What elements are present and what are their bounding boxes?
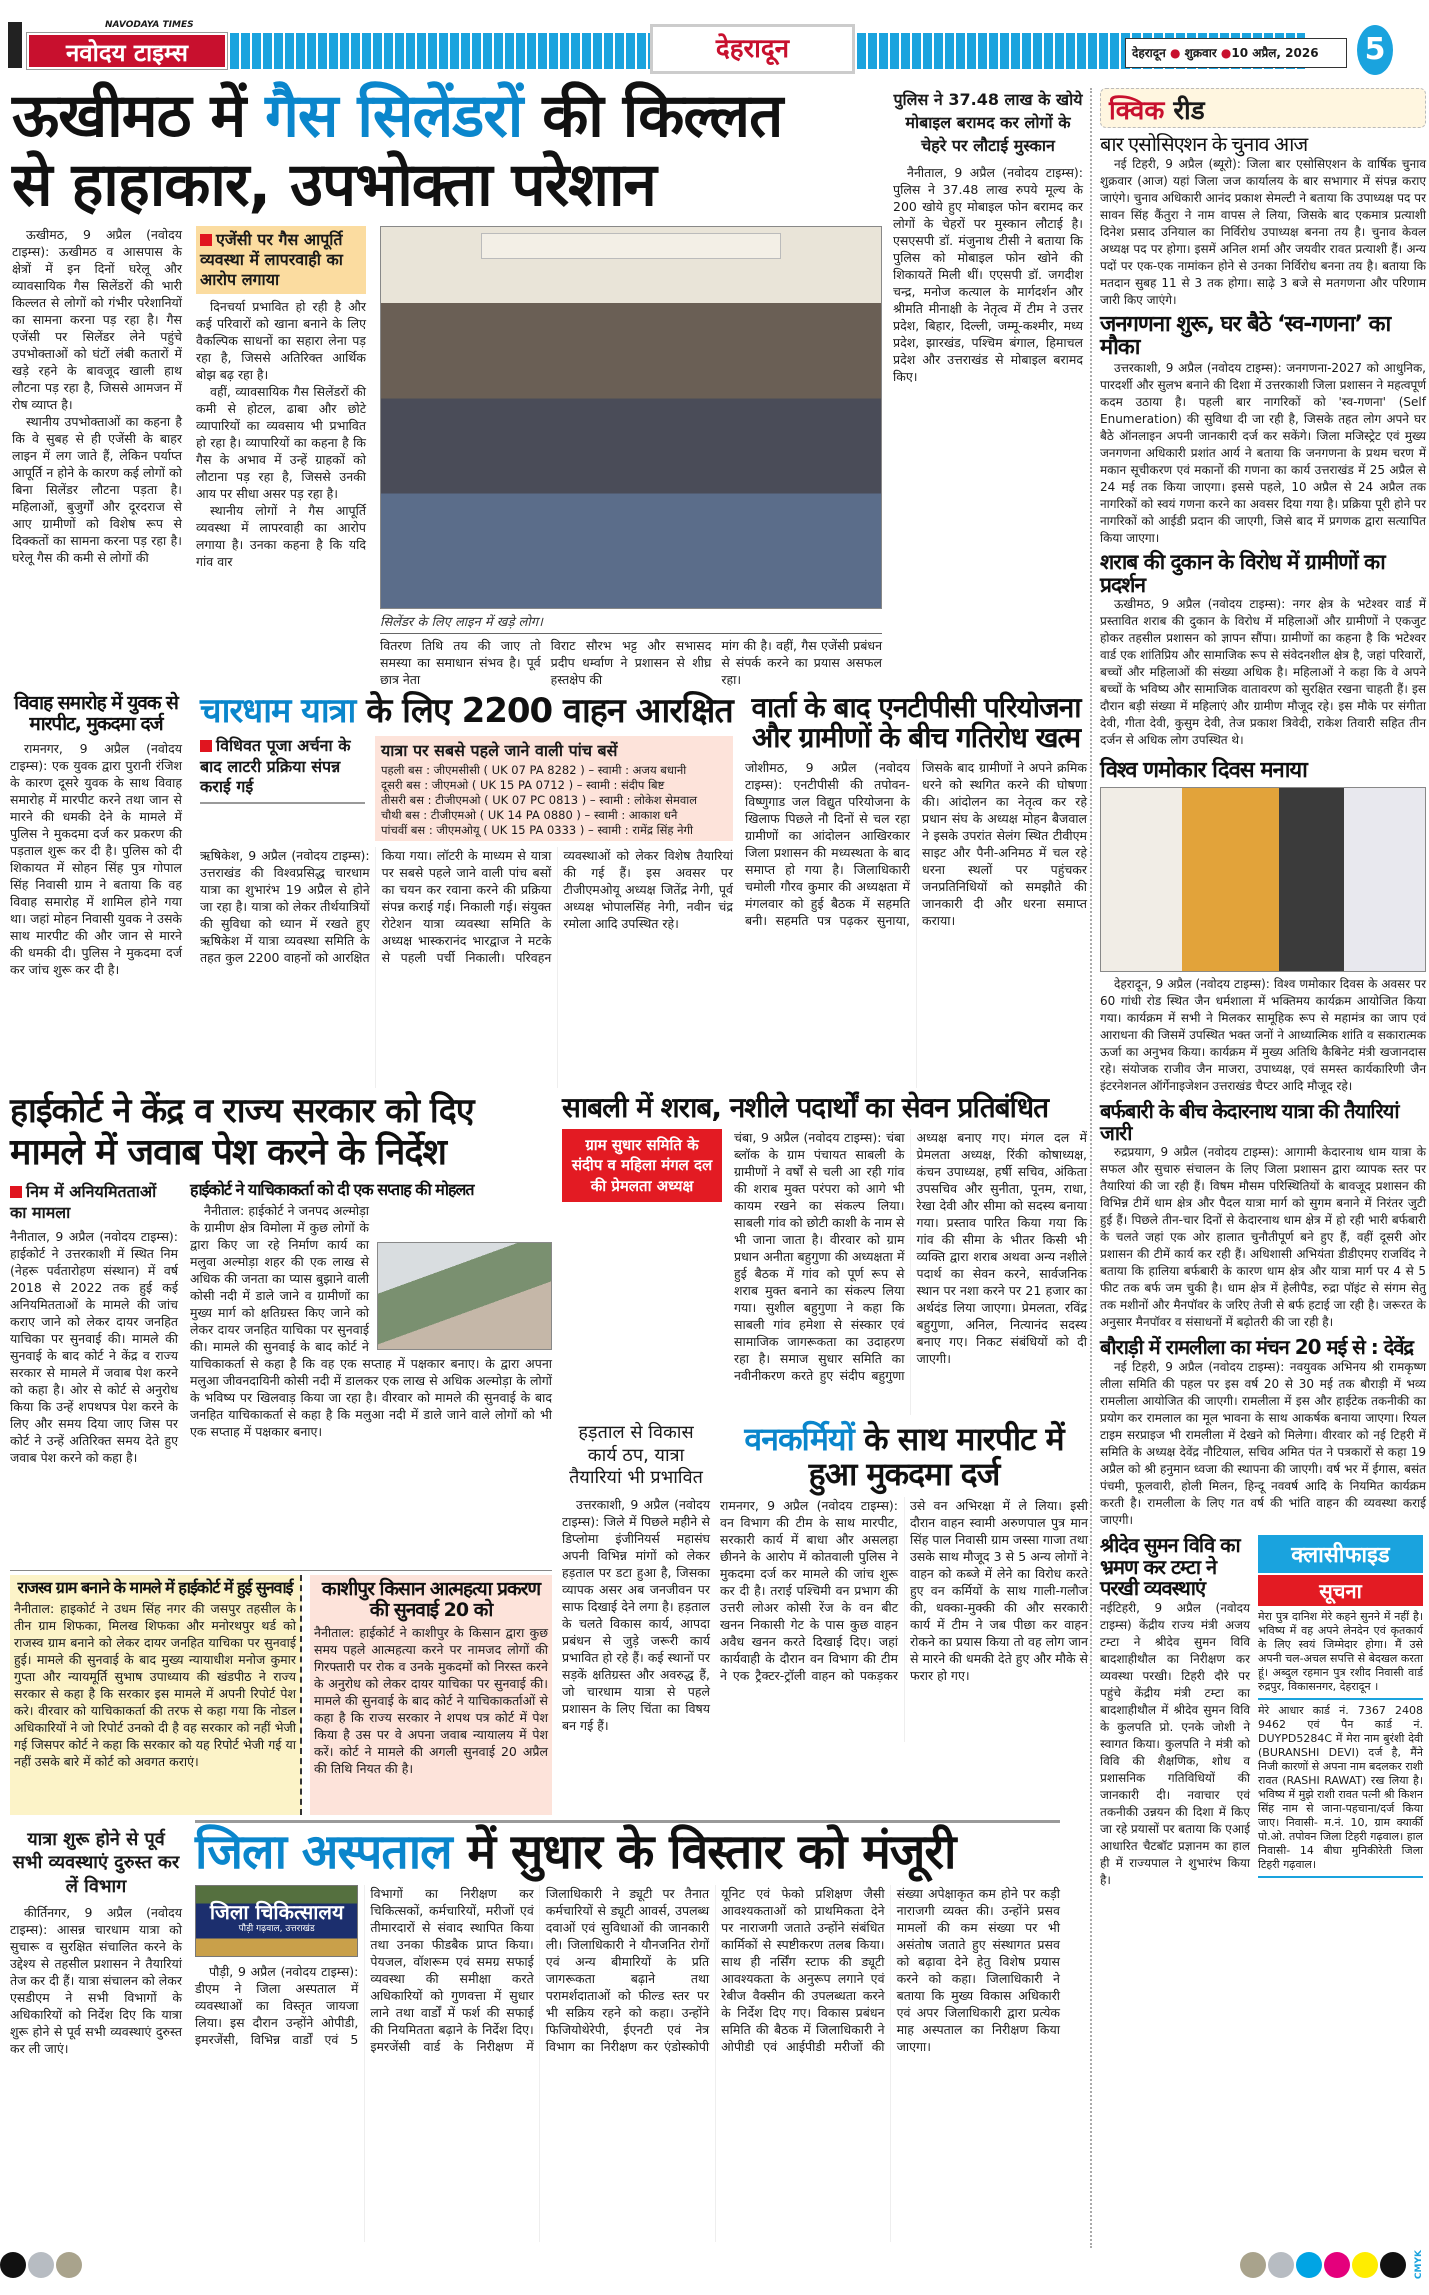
ntpc-body: जोशीमठ, 9 अप्रैल (नवोदय टाइम्स): एनटीपीसी की तपोवन-विष्णुगाड जल विद्युत परियोजना के खिलाफ पिछले नौ दिनों से चल रहा ग्रामीणों का आंदोलन आखिरकार जिला प्रशासन की मध्यस्थता के बाद समाप्त हो गया है। जिलाधिकारी चमोली गौरव कुमार की अध्यक्षता में मंगलवार को हुई बैठक में सहमति बनी। सहमति पत्र पढ़कर सुनाया, जिसके बाद ग्रामीणों ने अपने क्रमिक धरने को स्थगित करने की घोषणा की। आंदोलन का नेतृत्व कर रहे प्रधान संघ के अध्यक्ष मोहन बैजवाल ने इसके उपरांत सेलंग स्थित टीवीएम साइट और पैनी-अनिमठ में चल रहे धरना स्थलों पर पहुंचकर जनप्रतिनिधियों को समझौते की जानकारी दी और धरना समाप्त कराया। bbox=[745, 760, 1087, 929]
strike-story bbox=[562, 1422, 710, 1742]
hospital-headline bbox=[195, 1824, 1060, 1880]
chardham-top-row bbox=[200, 736, 733, 841]
quick-story-headline: विश्व णमोकार दिवस मनाया bbox=[1100, 758, 1307, 784]
sabli-story bbox=[562, 1093, 1087, 1415]
quick-story bbox=[1100, 134, 1426, 309]
lead-subhead-box bbox=[196, 226, 366, 294]
lead-headline-part: ऊखीमठ में bbox=[12, 81, 266, 151]
wedding-headline: विवाह समारोह में युवक से मारपीट, मुकदमा दर्ज bbox=[14, 692, 178, 735]
hc-headline-line2: मामले में जवाब पेश करने के निर्देश bbox=[10, 1131, 446, 1173]
gas-queue-photo bbox=[380, 226, 882, 609]
quick-story-body: रुद्रप्रयाग, 9 अप्रैल (नवोदय टाइम्स): आगामी केदारनाथ धाम यात्रा के सफल और सुचारु संचालन के लिए जिला प्रशासन द्वारा व्यापक स्तर पर तैयारियां की जा रही हैं। विषम मौसम परिस्थितियों के बावजूद प्रशासन की विभिन्न टीमें धाम क्षेत्र और पैदल यात्रा मार्ग को सुगम बनाने में निरंतर जुटी हुई हैं। पिछले तीन-चार दिनों से केदारनाथ धाम क्षेत्र में हो रही भारी बर्फबारी के चलते जहां एक ओर हालात चुनौतीपूर्ण बने हुए हैं, वहीं दूसरी ओर प्रशासन की टीमें कार्य कर रही हैं। अधिशासी अभियंता डीडीएमए राजविंद ने बताया कि हालिया बर्फबारी के कारण धाम क्षेत्र और यात्रा मार्ग पर 4 से 5 फीट तक बर्फ जम चुकी है। धाम क्षेत्र में हेलीपैड, रुद्रा पॉइंट से संगम सेतु तक मशीनों और मैनपॉवर के जरिए तेजी से बर्फ हटाई जा रही है। जरूरत के अनुसार मैनपॉवर व संसाधनों में बढ़ोतरी की जा रही है। bbox=[1100, 1145, 1426, 1330]
yatra-body: कीर्तिनगर, 9 अप्रैल (नवोदय टाइम्स): आसन्न चारधाम यात्रा को सुचारू व सुरक्षित संचालित करने के उद्देश्य से तहसील प्रशासन ने तैयारियां तेज कर दी हैं। यात्रा संचालन को लेकर एसडीएम ने सभी विभागों के अधिकारियों को निर्देश दिए कि यात्रा शुरू होने से पूर्व सभी व्यवस्थाएं दुरुस्त कर ली जाएं। bbox=[10, 1905, 182, 2057]
dateline-city: देहरादून bbox=[1132, 46, 1166, 60]
corner-mark bbox=[8, 22, 22, 68]
chardham-story bbox=[200, 693, 733, 1088]
quick-story bbox=[1100, 1337, 1426, 1529]
quick-read-title: रीड bbox=[1164, 96, 1205, 126]
high-court-photo bbox=[377, 1242, 552, 1350]
lead-photo-col bbox=[380, 226, 882, 688]
forest-headline bbox=[720, 1422, 1088, 1491]
chardham-headline bbox=[200, 693, 733, 730]
section-rule bbox=[195, 1820, 1060, 1823]
bus-list-item: चौथी बस : टीजीएमओ ( UK 14 PA 0880 ) – स्वामी : आकाश धनै bbox=[381, 807, 678, 822]
quick-read-title-accent: क्विक bbox=[1109, 96, 1165, 126]
quick-read-banner bbox=[1100, 88, 1426, 128]
sabli-headline: साबली में शराब, नशीले पदार्थों का सेवन प्रतिबंधित bbox=[562, 1091, 1049, 1124]
masthead-english-name: NAVODAYA TIMES bbox=[105, 20, 194, 30]
bullet-square-icon bbox=[10, 1186, 22, 1198]
quick-story-headline: जनगणना शुरू, घर बैठे ‘स्व-गणना’ का मौका bbox=[1100, 311, 1391, 361]
lead-paragraph: विराट सौरभ भट्ट और सभासद प्रदीप धर्म्वाण ने प्रशासन से शीघ्र हस्तक्षेप की bbox=[550, 638, 712, 687]
quick-story-body: ऊखीमठ, 9 अप्रैल (नवोदय टाइम्स): नगर क्षेत्र के भटेश्वर वार्ड में प्रस्तावित शराब की दुकान के विरोध में महिलाओं और ग्रामीणों ने एकजुट होकर तहसील प्रशासन को ज्ञापन सौंपा। ग्रामीणों का कहना है कि भटेश्वर वार्ड एक शांतिप्रिय और सामाजिक रूप से संवेदनशील क्षेत्र है, जहां परिवारों, बच्चों और महिलाओं की संख्या अधिक है। महिलाओं ने कहा कि वे अपने बच्चों के भविष्य और सामाजिक वातावरण को सुरक्षित रखना चाहती हैं। इस दौरान बड़ी संख्या में महिलाएं और ग्रामीण मौजूद रहे। इस मौके पर संगीता देवी, गीता देवी, कुसुम देवी, तेज प्रकाश त्रिवेदी, राकेश तिवारी सहित तीन दर्जन से अधिक लोग उपस्थित थे। bbox=[1100, 597, 1426, 748]
masthead bbox=[0, 0, 1429, 80]
dateline-day: शुक्रवार bbox=[1184, 46, 1217, 60]
bus-list bbox=[381, 763, 727, 838]
sabli-highlight-box: ग्राम सुधार समिति के संदीप व महिला मंगल दल की प्रेमलता अध्यक्ष bbox=[562, 1129, 722, 1202]
lead-paragraph: वितरण तिथि तय की जाए तो समस्या का समाधान संभव है। पूर्व छात्र नेता bbox=[380, 638, 541, 687]
strike-body: उत्तरकाशी, 9 अप्रैल (नवोदय टाइम्स): जिले में पिछले महीने से डिप्लोमा इंजीनियर्स महासंघ अपनी विभिन्न मांगों को लेकर हड़ताल पर डटा हुआ है, जिसका व्यापक असर अब जनजीवन पर साफ दिखाई देने लगा है। हड़ताल के चलते विकास कार्य, आपदा प्रबंधन से जुड़े जरूरी कार्य प्रभावित हो रहे हैं। कई स्थानों पर सड़कें क्षतिग्रस्त और अवरुद्ध हैं, जो चारधाम यात्रा से पहले प्रशासन के लिए चिंता का विषय बन गई हैं। bbox=[562, 1496, 710, 1733]
lead-headline-line1 bbox=[12, 81, 882, 151]
logo: नवोदय टाइम्स bbox=[27, 33, 227, 69]
hc-nim-col bbox=[10, 1181, 178, 1564]
quick-story-body: देहरादून, 9 अप्रैल (नवोदय टाइम्स): विश्व णमोकार दिवस के अवसर पर 60 गांधी रोड स्थित जैन धर्मशाला में भक्तिमय कार्यक्रम आयोजित किया गया। कार्यक्रम में सभी ने मिलकर सामूहिक रूप से महामंत्र का जाप एवं आराधना की जिसमें उपस्थित भक्त जनों ने आध्यात्मिक शांति व सकारात्मक ऊर्जा का अनुभव किया। कार्यक्रम में मुख्य अतिथि कैबिनेट मंत्री खजानदास रहे। संयोजक राजीव जैन माजरा, उपाध्यक्ष, एवं समस्त कार्यकारिणी जैन इंटरनेशनल ऑर्गेनाइजेशन उत्तराखंड चैप्टर आदि मौजूद रहे। bbox=[1100, 977, 1426, 1094]
forest-story bbox=[720, 1422, 1088, 1742]
sabli-content-row bbox=[562, 1129, 1087, 1415]
lead-body-tail bbox=[380, 637, 882, 688]
quick-story bbox=[1100, 313, 1426, 548]
hospital-photo bbox=[195, 1885, 358, 1957]
lead-paragraph: मांग की है। वहीं, गैस एजेंसी प्रबंधन से संपर्क करने का प्रयास असफल रहा। bbox=[721, 638, 883, 687]
revenue-village-body: नैनीताल: हाइकोर्ट ने उधम सिंह नगर की जसपुर तहसील के तीन ग्राम शिफका, मिलख शिफका और मनोरथपुर थर्ड को राजस्व ग्राम बनाने को लेकर दायर जनहित याचिका पर सुनवाई हुई। मामले की सुनवाई के बाद मुख्य न्यायाधीश मनोज कुमार गुप्ता और न्यायमूर्ति सुभाष उपाध्याय की खंडपीठ ने राज्य सरकार से कहा है कि सरकार इस मामले में अपनी रिपोर्ट पेश करे। वीरवार को याचिकाकर्ता की तरफ से कहा गया कि नोडल अधिकारियों ने जो रिपोर्ट उनको दी है वह सरकार को नहीं भेजी गई जिसपर कोर्ट ने कहा कि सरकार को यह रिपोर्ट भेजी गई या नहीं उसके बारे में कोर्ट को अवगत कराएं। bbox=[14, 1601, 296, 1770]
classified-section bbox=[1258, 1535, 1423, 1878]
agency-signboard bbox=[481, 233, 781, 259]
cmyk-mark: CMYK bbox=[1414, 2250, 1424, 2280]
wedding-body: रामनगर, 9 अप्रैल (नवोदय टाइम्स): एक युवक द्वारा पुरानी रंजिश के कारण दूसरे युवक के साथ विवाह समारोह में मारपीट करने तथा जान से मारने की धमकी देने के मामले में पुलिस ने मुकदमा दर्ज कर प्रकरण की पड़ताल शुरू कर दी है। पुलिस को दी शिकायत में सोहन सिंह पुत्र गोपाल सिंह निवासी ग्राम ने बताया कि वह विवाह समारोह में शामिल होने गया था। जहां मोहन निवासी युवक ने उसके साथ मारपीट की और जान से मारने की धमकी दी। पुलिस ने मुकदमा दर्ज कर जांच शुरू कर दी है। bbox=[10, 741, 182, 978]
quick-story bbox=[1100, 1532, 1251, 1887]
lead-story bbox=[12, 81, 883, 688]
bus-list-box bbox=[375, 736, 733, 841]
quick-story-body: उत्तरकाशी, 9 अप्रैल (नवोदय टाइम्स): जनगणना-2027 को आधुनिक, पारदर्शी और सुलभ बनाने की दिशा में उत्तरकाशी जिला प्रशासन ने महत्वपूर्ण कदम उठाया है। पहली बार नागरिकों को 'स्व-गणना' (Self Enumeration) की सुविधा दी जा रही है, जिसके तहत लोग अपने घर बैठे ऑनलाइन अपनी जानकारी दर्ज कर सकेंगे। जिला मजिस्ट्रेट एवं मुख्य जनगणना अधिकारी प्रशांत आर्य ने बताया कि जनगणना के प्रथम चरण में मकान सूचीकरण एवं मकानों की गणना का कार्य उत्तराखंड में 25 अप्रैल से 24 मई तक किया जाएगा। इससे पहले, 10 अप्रैल से 24 अप्रैल तक नागरिकों को स्वयं गणना करने का अवसर दिया गया है। प्रक्रिया पूरी होने पर नागरिकों को आईडी प्रदान की जाएगी, जिसे बाद में प्रगणक द्वारा सत्यापित किया जाएगा। bbox=[1100, 361, 1426, 546]
hospital-sign-subtext: पौड़ी गढ़वाल, उत्तराखंड bbox=[238, 1923, 315, 1934]
hc-kosi-col bbox=[190, 1181, 552, 1564]
strike-headline: हड़ताल से विकास कार्य ठप, यात्रा तैयारियां भी प्रभावित bbox=[569, 1422, 703, 1488]
quick-story-headline: श्रीदेव सुमन विवि का भ्रमण कर टम्टा ने परखी व्यवस्थाएं bbox=[1100, 1532, 1240, 1601]
classified-subtitle: सूचना bbox=[1258, 1575, 1423, 1606]
classified-ad: मेरे आधार कार्ड नं. 7367 2408 9462 एवं पैन कार्ड नं. DUYPD5284C में मेरा नाम बुरंशी देवी (BURANSHI DEVI) दर्ज है, मैंने निजी कारणों से अपना नाम बदलकर राशी रावत (RASHI RAWAT) रख लिया है। भविष्य में मुझे राशी रावत पत्नी श्री किशन सिंह नाम से जाना-पहचाना/दर्ज किया जाए। निवासी- म.नं. 10, ग्राम क्यार्की पो.ओ. तपोवन जिला टिहरी गढ़वाल। हाल निवासी- 14 बीघा मुनिकीरेती जिला टिहरी गढ़वाल। bbox=[1258, 1704, 1423, 1878]
quick-story bbox=[1100, 551, 1426, 749]
page-number: 5 bbox=[1357, 25, 1393, 75]
lead-paragraph: ऊखीमठ, 9 अप्रैल (नवोदय टाइम्स): ऊखीमठ व आसपास के क्षेत्रों में इन दिनों घरेलू और व्यावसायिक गैस सिलेंडरों की भारी किल्लत से लोगों को गंभीर परेशानियों का सामना करना पड़ रहा है। गैस एजेंसी पर सिलेंडर लेने पहुंचे उपभोक्ताओं को घंटों लंबी कतारों में खड़े रहने के बावजूद खाली हाथ लौटना पड़ रहा है, जिससे आमजन में रोष व्याप्त है। bbox=[12, 226, 182, 412]
quick-story bbox=[1100, 1101, 1426, 1331]
bus-list-item: पहली बस : जीएमसीसी ( UK 07 PA 8282 ) – स्वामी : अजय बधानी bbox=[381, 762, 687, 777]
lead-body-col2 bbox=[196, 298, 366, 688]
sabli-body: चंबा, 9 अप्रैल (नवोदय टाइम्स): चंबा ब्लॉक के ग्राम पंचायत साबली के ग्रामीणों ने वर्षों से चली आ रही गांव की शराब मुक्त परंपरा को आगे भी कायम रखने का संकल्प लिया। साबली गांव को छोटी काशी के नाम से भी जाना जाता है। वीरवार को ग्राम प्रधान अनीता बहुगुणा की अध्यक्षता में हुई बैठक में गांव को पूर्ण रूप से शराब मुक्त बनाने का संकल्प लिया गया। सुशील बहुगुणा ने कहा कि साबली गांव हमेशा से संस्कार एवं सामाजिक जागरूकता का उदाहरण रहा है। समाज सुधार समिति का नवीनीकरण करते हुए संदीप बहुगुणा अध्यक्ष बनाए गए। मंगल दल में प्रेमलता अध्यक्ष, रिंकी कोषाध्यक्ष, कंचन उपाध्यक्ष, हर्षी सचिव, अंकिता उपसचिव और सुनीता, पूनम, राधा, रेखा देवी और सीमा को सदस्य बनाया गया। प्रस्ताव पारित किया गया कि गांव की सीमा के भीतर किसी भी व्यक्ति द्वारा शराब अथवा अन्य नशीले पदार्थ का सेवन करने, सार्वजनिक स्थान पर नशा करने पर 21 हजार का अर्थदंड लिया जाएगा। प्रेमलता, रविंद्र बहुगुणा, अनिल, नित्यानंद सदस्य बनाए गए। निकट संबंधियों को दी जाएगी। bbox=[734, 1130, 1087, 1384]
city-name: देहरादून bbox=[715, 34, 790, 64]
forest-body: रामनगर, 9 अप्रैल (नवोदय टाइम्स): वन विभाग की टीम के साथ मारपीट, सरकारी कार्य में बाधा और असलहा छीनने के आरोप में कोतवाली पुलिस ने मुकदमा दर्ज कर मामले की जांच शुरू कर दी है। तराई पश्चिमी वन प्रभाग की उत्तरी लोअर कोसी रेंज के वन बीट खनन निकासी गेट के पास कुछ वाहन अवैध खनन करते दिखाई दिए। जहां कार्यवाही के दौरान वन विभाग की टीम ने एक ट्रैक्टर-ट्रॉली वाहन को पकड़कर उसे वन अभिरक्षा में ले लिया। इसी दौरान वाहन स्वामी अरुणपाल पुत्र मान सिंह पाल निवासी ग्राम जस्सा गाजा तथा उसके साथ मौजूद 3 से 5 अन्य लोगों ने वाहन को कब्जे में लेने का विरोध करते हुए वन कर्मियों के साथ गाली-गलौज की, धक्का-मुक्की की और सरकारी कार्य में टीम ने जब पीछा कर वाहन रोकने का प्रयास किया तो वह लोग जान से मारने की धमकी देते हुए और मौके से फरार हो गए। bbox=[720, 1498, 1088, 1684]
hospital-story bbox=[195, 1824, 1060, 2242]
chardham-subhead bbox=[200, 736, 365, 804]
hc-subhead-nim bbox=[10, 1181, 178, 1224]
revenue-village-box bbox=[10, 1575, 302, 1815]
chardham-body: ऋषिकेश, 9 अप्रैल (नवोदय टाइम्स): उत्तराखंड की विश्वप्रसिद्ध चारधाम यात्रा का शुभारंभ 19 अप्रैल से होने जा रहा है। यात्रा को लेकर तीर्थयात्रियों की सुविधा को ध्यान में रखते हुए ऋषिकेश में यात्रा व्यवस्था समिति के तहत कुल 2200 वाहनों को आरक्षित किया गया। लॉटरी के माध्यम से यात्रा पर सबसे पहले जाने वाली पांच बसों का चयन कर रवाना करने की प्रक्रिया संपन्न कराई गई। निकाली गई। संयुक्त रोटेशन यात्रा व्यवस्था समिति के अध्यक्ष भास्करानंद भारद्वाज ने मटके से पहली पर्ची निकाली। परिवहन व्यवस्थाओं को लेकर विशेष तैयारियां की गई हैं। इस अवसर पर टीजीएमओयू अध्यक्ष जितेंद्र नेगी, पूर्व अध्यक्ष भोपालसिंह नेगी, नवीन चंद्र रमोला आदि उपस्थित रहे। bbox=[200, 847, 733, 965]
hospital-sign-text: जिला चिकित्सालय bbox=[209, 1899, 344, 1924]
kashipur-box bbox=[310, 1575, 552, 1815]
hc-boxes-row bbox=[10, 1570, 552, 1815]
lead-paragraph: दिनचर्या प्रभावित हो रही है और कई परिवारों को खाना बनाने के लिए वैकल्पिक साधनों का सहारा लेना पड़ रहा है, जिससे अतिरिक्त आर्थिक बोझ बढ़ रहा है। bbox=[196, 298, 366, 382]
quick-story-headline: बार एसोसिएशन के चुनाव आज bbox=[1100, 132, 1308, 156]
bullet-square-icon bbox=[200, 234, 212, 246]
quick-story-body: नईटिहरी, 9 अप्रैल (नवोदय टाइम्स) केंद्रीय राज्य मंत्री अजय टम्टा ने श्रीदेव सुमन विवि बादशाहीथौल का निरीक्षण कर व्यवस्था परखी। टिहरी दौरे पर पहुंचे केंद्रीय मंत्री टम्टा का बादशाहीथौल में श्रीदेव सुमन विवि के कुलपति प्रो. एनके जोशी ने स्वागत किया। कुलपति ने मंत्री को विवि की शैक्षणिक, शोध व प्रशासनिक गतिविधियों की जानकारी दी। नवाचार एवं तकनीकी उन्नयन की दिशा में किए जा रहे प्रयासों पर बताया कि एआई आधारित चैटबॉट प्रज्ञानम का हाल ही में राज्यपाल ने शुभारंभ किया है। bbox=[1100, 1600, 1251, 1887]
namokar-event-photo bbox=[1100, 787, 1426, 972]
classified-ad: मेरा पुत्र दानिश मेरे कहने सुनने में नहीं है। भविष्य में वह अपने लेनदेन एवं कृतकार्य के लिए स्वयं जिम्मेदार होगा। मैं उसे अपनी चल-अचल सपत्ति से बेदखल करता हूं। अब्दुल रहमान पुत्र रशीद निवासी वार्ड रुद्रपुर, विकासनगर, देहरादून । bbox=[1258, 1610, 1423, 1700]
lead-headline-part: की किल्लत bbox=[522, 81, 783, 151]
hc-nim-body: नैनीताल, 9 अप्रैल (नवोदय टाइम्स): हाईकोर्ट ने उत्तरकाशी में स्थित निम (नेहरू पर्वतारोहण संस्थान) में वर्ष 2018 से 2022 तक हुई कई अनियमितताओं के मामले की जांच कराए जाने को लेकर दायर जनहित याचिका पर सुनवाई की। मामले की सुनवाई के बाद कोर्ट ने केंद्र व राज्य सरकार से मामले में जवाब पेश करने को कहा है। ओर से कोर्ट से अनुरोध किया कि उन्हें शपथपत्र पेश करने के लिए और समय दिया जाए जिस पर कोर्ट ने उन्हें अतिरिक्त समय देते हुए जवाब पेश करने को कहा है। bbox=[10, 1228, 178, 1465]
forest-headline-highlight: वनकर्मियों bbox=[744, 1420, 854, 1458]
quick-story-body: नई टिहरी, 9 अप्रैल (नवोदय टाइम्स): नवयुवक अभिनय श्री रामकृष्ण लीला समिति की पहल पर इस वर्ष 20 से 30 मई तक बौराड़ी में भव्य रामलीला आयोजित की जाएगी। रामलीला में इस और हाईटेक तकनीकी का प्रयोग कर रामलाल का मूल भावना के साथ आकर्षक बनाया जाएगा। रियल टाइम सरप्राइज भी रामलीला में देखने को मिलेगा। वीरवार को नई टिहरी में समिति के अध्यक्ष देवेंद्र नौटियाल, सचिव अमित पंत ने पत्रकारों से कहा 19 अप्रैल को श्री हनुमान ध्वजा की स्थापना की जाएगी। वर्ष भर में ईगास, बसंत पंचमी, फूलवारी, होली मिलन, हिन्दू नववर्ष आदि के नियमित कार्यक्रम करती है। रामलीला के लिए गत वर्ष की भांति वाहन की व्यवस्था कराई जाएगी। bbox=[1100, 1359, 1426, 1527]
lead-subhead: एजेंसी पर गैस आपूर्ति व्यवस्था में लापरवाही का आरोप लगाया bbox=[200, 229, 343, 289]
revenue-village-headline: राजस्व ग्राम बनाने के मामले में हाईकोर्ट में हुई सुनवाई bbox=[17, 1578, 293, 1597]
lead-col2 bbox=[196, 226, 366, 688]
city-callout bbox=[650, 24, 855, 74]
yatra-story bbox=[10, 1828, 182, 2240]
registration-marks bbox=[0, 2252, 1429, 2292]
lead-headline-highlight: गैस सिलेंडरों bbox=[265, 81, 523, 151]
quick-story-headline: बौराड़ी में रामलीला का मंचन 20 मई से : देवेंद्र bbox=[1100, 1335, 1414, 1360]
wedding-story bbox=[10, 693, 182, 1088]
quick-story-headline: बर्फबारी के बीच केदारनाथ यात्रा की तैयारियां जारी bbox=[1100, 1099, 1399, 1145]
hospital-headline-rest: में सुधार के विस्तार को मंजूरी bbox=[451, 1824, 956, 1880]
ntpc-story bbox=[745, 693, 1087, 1088]
dateline-date: 10 अप्रैल, 2026 bbox=[1231, 46, 1319, 60]
quick-story bbox=[1100, 759, 1426, 1095]
chardham-headline-rest: के लिए 2200 वाहन आरक्षित bbox=[355, 691, 733, 731]
mobile-body: नैनीताल, 9 अप्रैल (नवोदय टाइम्स): पुलिस ने 37.48 लाख रुपये मूल्य के 200 खोये हुए मोबाइल फोन बरामद कर लोगों के चेहरों पर मुस्कान लौटाई है। एसएसपी डॉ. मंजुनाथ टीसी ने बताया कि पुलिस को मोबाइल फोन खोने की शिकायतें मिली थीं। एएसपी डॉ. जगदीश चन्द्र, मनोज कत्याल के मार्गदर्शन और श्रीमति मीनाक्षी के नेतृत्व में टीम ने उत्तर प्रदेश, बिहार, दिल्ली, जम्मू-कश्मीर, मध्य प्रदेश, झारखंड, पश्चिम बंगाल, हिमाचल प्रदेश और उत्तराखंड से मोबाइल बरामद किए। bbox=[893, 164, 1083, 384]
hc-story bbox=[10, 1093, 552, 1815]
bus-list-item: तीसरी बस : टीजीएमओ ( UK 07 PC 0813 ) – स्वामी : लोकेश सेमवाल bbox=[381, 792, 698, 807]
ntpc-headline: वार्ता के बाद एनटीपीसी परियोजना और ग्रामीणों के बीच गतिरोध खत्म bbox=[751, 691, 1081, 755]
quick-story-body: नई टिहरी, 9 अप्रैल (ब्यूरो): जिला बार एसोसिएशन के वार्षिक चुनाव शुक्रवार (आज) यहां जिला जज कार्यालय के बार सभागार में संपन्न कराए जाएंगे। चुनाव अधिकारी आनंद प्रकाश सेमल्टी ने बताया कि उपाध्यक्ष पद पर सावन सिंह कैंतुरा ने नाम वापस ले लिया, जिसके बाद एकमात्र प्रत्याशी दिनेश प्रसाद उनियाल का निर्विरोध उपाध्यक्ष बनना तय है। चुनाव केवल अध्यक्ष पद पर होगा। इसमें अनिल शर्मा और जयवीर रावत प्रत्याशी हैं। अन्य पदों पर एक-एक नामांकन होने से उनका निर्विरोध बनना तय है। बताया कि मतदान सुबह 11 से 3 तक होगा। साढ़े 3 बजे से मतगणना और परिणाम जारी किए जाएंगे। bbox=[1100, 156, 1426, 307]
lead-body-col1 bbox=[12, 226, 182, 688]
bullet-square-icon bbox=[200, 740, 212, 752]
lead-paragraph: वहीं, व्यावसायिक गैस सिलेंडरों की कमी से होटल, ढाबा और छोटे व्यापारियों का व्यवसाय भी प्रभावित हो रहा है। व्यापारियों का कहना है कि गैस के अभाव में उन्हें ग्राहकों को लौटाना पड़ रहा है, जिससे उनकी आय पर सीधा असर पड़ रहा है। bbox=[196, 383, 366, 501]
chardham-headline-highlight: चारधाम यात्रा bbox=[200, 691, 356, 731]
quick-read-column bbox=[1090, 88, 1426, 2248]
hospital-headline-highlight: जिला अस्पताल bbox=[195, 1824, 452, 1880]
hospital-body: पौड़ी, 9 अप्रैल (नवोदय टाइम्स): डीएम ने जिला अस्पताल में व्यवस्थाओं का विस्तृत जायजा लिया। इस दौरान उन्होंने ओपीडी, इमरजेंसी, विभिन्न वार्डों एवं 5 विभागों का निरीक्षण कर चिकित्सकों, कर्मचारियों, मरीजों एवं तीमारदारों से संवाद स्थापित किया तथा उनका फीडबैक प्राप्त किया। पेयजल, वॉशरूम एवं समग्र सफाई व्यवस्था की समीक्षा करते अधिकारियों को गुणवत्ता में सुधार लाने तथा वार्डों में फर्श की सफाई की नियमितता बढ़ाने के निर्देश दिए। इमरजेंसी वार्ड के निरीक्षण में जिलाधिकारी ने ड्यूटी पर तैनात कर्मचारियों से ड्यूटी आवर्स, उपलब्ध दवाओं एवं सुविधाओं की जानकारी ली। जिलाधिकारी ने यौनजनित रोगों एवं अन्य बीमारियों के प्रति जागरूकता बढ़ाने तथा परामर्शदाताओं को फील्ड स्तर पर भी सक्रिय रहने को कहा। उन्होंने फिजियोथेरेपी, ईएनटी एवं नेत्र विभाग का निरीक्षण कर एंडोस्कोपी यूनिट एवं फेको प्रशिक्षण जैसी आवश्यकताओं को प्राथमिकता देने पर नाराजगी जताते उन्होंने संबंधित कार्मिकों से स्पष्टीकरण तलब किया। साथ ही नर्सिंग स्टाफ की ड्यूटी आवश्यकता के अनुरूप लगाने एवं रेबीज वैक्सीन की उपलब्धता करने के निर्देश दिए गए। विकास प्रबंधन समिति की बैठक में जिलाधिकारी ने ओपीडी एवं आईपीडी मरीजों की संख्या अपेक्षाकृत कम होने पर कड़ी नाराजगी व्यक्त की। उन्होंने प्रसव मामलों की कम संख्या पर भी असंतोष जताते हुए संस्थागत प्रसव को बढ़ावा देने हेतु विशेष प्रयास करने को कहा। जिलाधिकारी ने बताया कि मुख्य विकास अधिकारी एवं अपर जिलाधिकारी द्वारा प्रत्येक माह अस्पताल का निरीक्षण किया जाएगा। bbox=[195, 1885, 1060, 2054]
hospital-body-wrap bbox=[195, 1885, 1060, 2242]
mobile-headline: पुलिस ने 37.48 लाख के खोये मोबाइल बरामद कर लोगों के चेहरे पर लौटाई मुस्कान bbox=[893, 90, 1083, 156]
date-box: देहरादून ● शुक्रवार ●10 अप्रैल, 2026 bbox=[1125, 38, 1347, 68]
lead-headline-line2: से हाहाकार, उपभोक्ता परेशान bbox=[12, 149, 656, 220]
lead-paragraph: स्थानीय लोगों ने गैस आपूर्ति व्यवस्था में लापरवाही का आरोप लगाया है। उनका कहना है कि यदि गांव वार bbox=[196, 502, 366, 569]
bus-list-item: पांचवीं बस : जीएमओयू ( UK 15 PA 0333 ) – स्वामी : रामेंद्र सिंह नेगी bbox=[381, 822, 693, 837]
chardham-subhead-text: विधिवत पूजा अर्चना के बाद लाटरी प्रक्रिया संपन्न कराई गई bbox=[200, 735, 351, 797]
photo-caption: सिलेंडर के लिए लाइन में खड़े लोग। bbox=[380, 612, 882, 634]
hc-subhead-kosi: हाईकोर्ट ने याचिकाकर्ता को दी एक सप्ताह की मोहलत bbox=[190, 1179, 474, 1199]
hc-kosi-body: नैनीताल: हाईकोर्ट ने जनपद अल्मोड़ा के ग्रामीण क्षेत्र विमोला में कुछ लोगों के द्वारा किए जा रहे निर्माण कार्य का मलुवा अल्मोड़ा शहर की एक लाख से अधिक की जनता का प्यास बुझाने वाली कोसी नदी में डाले जाने व ग्रामीणों का मुख्य मार्ग को क्षतिग्रस्त किए जाने को लेकर दायर जनहित याचिका पर सुनवाई की। मामले की सुनवाई के बाद कोर्ट ने याचिकाकर्ता से कहा है कि वह एक सप्ताह में पक्षकार बनाए। के द्वारा अपना मलुआ जीवनदायिनी कोसी नदी में डालकर एक लाख से अधिक अल्मोड़ा के लोगों के भविष्य पर खिलवाड़ किया जा रहा है। वीरवार को मामले की सुनवाई के बाद जनहित याचिकाकर्ता से कहा है कि मलुआ नदी में डाले जाने वाले लोगों को भी एक सप्ताह में पक्षकार बनाए। bbox=[190, 1202, 552, 1439]
mobile-story bbox=[893, 88, 1083, 686]
bottom-right-block bbox=[1100, 1532, 1426, 1887]
lead-content-row bbox=[12, 226, 882, 688]
bus-list-item: दूसरी बस : जीएमओ ( UK 15 PA 0712 ) – स्वामी : संदीप बिष्ट bbox=[381, 777, 665, 792]
hc-kosi-body-wrap bbox=[190, 1202, 552, 1564]
kashipur-headline: काशीपुर किसान आत्महत्या प्रकरण की सुनवाई 20 को bbox=[321, 1578, 541, 1621]
classified-title: क्लासीफाइड bbox=[1258, 1535, 1423, 1573]
kashipur-body: नैनीताल: हाईकोर्ट ने काशीपुर के किसान द्वारा कुछ समय पहले आत्महत्या करने पर नामजद लोगों की गिरफ्तारी पर रोक व उनके मुकदमों को निरस्त करने के अनुरोध को लेकर दायर याचिका पर सुनवाई की। मामले की सुनवाई के बाद कोर्ट ने याचिकाकर्ताओं से कहा है कि राज्य सरकार ने शपथ पत्र कोर्ट में पेश किया है उस पर वे अपना जवाब न्यायालय में पेश करें। कोर्ट ने मामले की अगली सुनवाई 20 अप्रैल की तिथि नियत की है। bbox=[314, 1625, 548, 1777]
bus-list-title: यात्रा पर सबसे पहले जाने वाली पांच बसें bbox=[381, 740, 618, 760]
hc-subhead-nim-text: निम में अनियमितताओं का मामला bbox=[10, 1181, 157, 1223]
forest-headline-rest: के साथ मारपीट में हुआ मुकदमा दर्ज bbox=[808, 1420, 1064, 1493]
quick-story-headline: शराब की दुकान के विरोध में ग्रामीणों का प्रदर्शन bbox=[1100, 550, 1385, 597]
lead-paragraph: स्थानीय उपभोक्ताओं का कहना है कि वे सुबह से ही एजेंसी के बाहर लाइन में लग जाते हैं, लेकिन पर्याप्त आपूर्ति न होने के कारण कई लोगों को बिना सिलेंडर लौटना पड़ता है। महिलाओं, बुजुर्गों और दूरदराज से आए ग्रामीणों को विशेष रूप से दिक्कतों का सामना करना पड़ रहा है। घरेलू गैस की कमी से लोगों की bbox=[12, 413, 182, 565]
hc-content-row bbox=[10, 1181, 552, 1564]
hc-headline-line1: हाईकोर्ट ने केंद्र व राज्य सरकार को दिए bbox=[10, 1091, 474, 1131]
yatra-headline: यात्रा शुरू होने से पूर्व सभी व्यवस्थाएं दुरुस्त कर लें विभाग bbox=[12, 1829, 180, 1897]
